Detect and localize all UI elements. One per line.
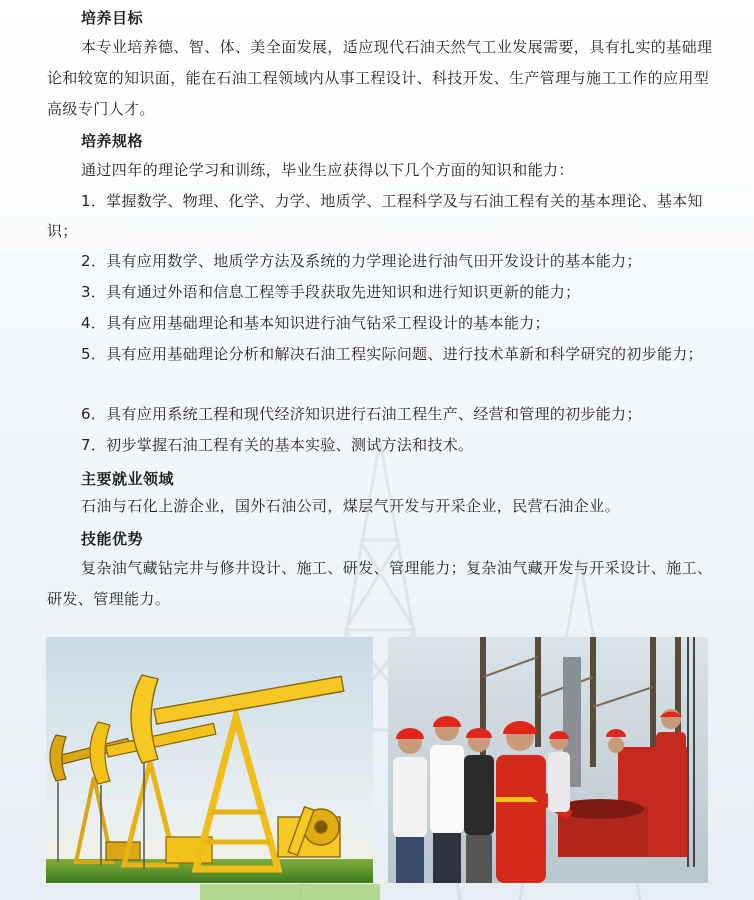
spec-item-2: 2．具有应用数学、地质学方法及系统的力学理论进行油气田开发设计的基本能力； (81, 252, 642, 270)
training-spec-heading: 培养规格 (81, 132, 144, 150)
spec-item-4: 4．具有应用基础理论和基本知识进行油气钻采工程设计的基本能力； (81, 314, 550, 332)
training-goal-text: 本专业培养德、智、体、美全面发展，适应现代石油天然气工业发展需要，具有扎实的基础理论和较宽的知识面，能在石油工程领域内从事工程设计、科技开发、生产管理与施工工作的应用型高级专门人才。 (47, 38, 713, 118)
employment-heading: 主要就业领域 (81, 470, 175, 488)
spec-item-3: 3．具有通过外语和信息工程等手段获取先进知识和进行知识更新的能力； (81, 283, 581, 301)
training-spec-intro: 通过四年的理论学习和训练，毕业生应获得以下几个方面的知识和能力： (81, 161, 574, 179)
advantages-text: 复杂油气藏钻完井与修井设计、施工、研发、管理能力；复杂油气藏开发与开采设计、施工、研发、管理能力。 (47, 559, 713, 608)
advantages-heading: 技能优势 (81, 530, 144, 548)
decorative-green-strip (200, 884, 380, 900)
employment-text: 石油与石化上游企业，国外石油公司，煤层气开发与开采企业，民营石油企业。 (81, 497, 621, 515)
training-goal-heading: 培养目标 (81, 9, 144, 27)
spec-item-7: 7．初步掌握石油工程有关的基本实验、测试方法和技术。 (81, 436, 474, 454)
spec-item-6: 6．具有应用系统工程和现代经济知识进行石油工程生产、经营和管理的初步能力； (81, 405, 642, 423)
spec-item-1: 1．掌握数学、物理、化学、力学、地质学、工程科学及与石油工程有关的基本理论、基本知识； (47, 192, 703, 240)
pumpjack-photo (46, 637, 373, 883)
oil-workers-photo (388, 637, 708, 883)
spec-item-5: 5．具有应用基础理论分析和解决石油工程实际问题、进行技术革新和科学研究的初步能力； (81, 345, 703, 363)
